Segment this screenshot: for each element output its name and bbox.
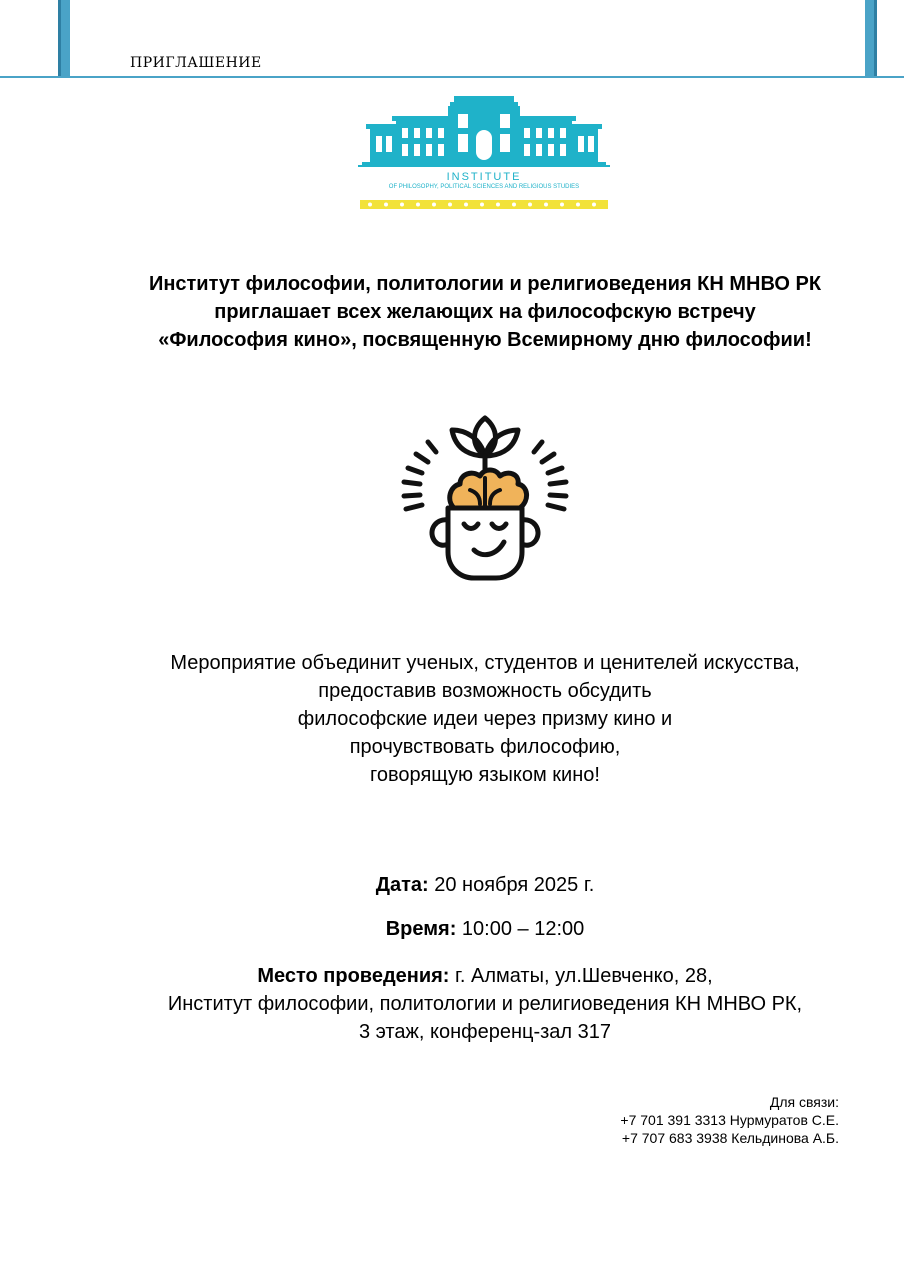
- place-label: Место проведения:: [257, 965, 450, 987]
- contact-phone-1: +7 701 391 3313 Нурмуратов С.Е.: [620, 1112, 839, 1128]
- headline-line-2: приглашает всех желающих на философскую встречу: [214, 301, 756, 323]
- contacts-block: [620, 1093, 839, 1147]
- place-line-3: 3 этаж, конференц-зал 317: [358, 1021, 611, 1043]
- place-value: г. Алматы, ул.Шевченко, 28,: [449, 965, 713, 987]
- institute-logo: [356, 90, 612, 214]
- event-description: [110, 649, 860, 789]
- header-rule: [0, 76, 904, 78]
- header-label: ПРИГЛАШЕНИЕ: [130, 55, 262, 71]
- time-value: 10:00 – 12:00: [456, 918, 585, 940]
- contact-phone-2: +7 707 683 3938 Кельдинова А.Б.: [621, 1130, 839, 1146]
- headline-line-1: Институт философии, политологии и религиоведения КН МНВО РК: [148, 273, 822, 295]
- contacts-title: Для связи:: [769, 1094, 839, 1110]
- description-line-5: говорящую языком кино!: [370, 764, 600, 786]
- institute-building-icon: [356, 90, 612, 214]
- logo-title: INSTITUTE: [446, 171, 522, 183]
- date-row: [110, 874, 860, 897]
- description-line-2: предоставив возможность обсудить: [318, 680, 652, 702]
- date-label: Дата:: [375, 874, 429, 896]
- header-right-bar: [865, 0, 877, 78]
- mind-sprout-head-icon: [400, 412, 570, 584]
- time-row: [110, 918, 860, 941]
- place-line-2: Институт философии, политологии и религиоведения КН МНВО РК,: [167, 993, 803, 1015]
- headline-line-3: «Философия кино», посвященную Всемирному дню философии!: [158, 329, 812, 351]
- description-line-3: философские идеи через призму кино и: [297, 708, 673, 730]
- description-line-4: прочувствовать философию,: [349, 736, 621, 758]
- logo-subtitle: OF PHILOSOPHY, POLITICAL SCIENCES AND RELIGIOUS STUDIES: [388, 184, 580, 190]
- date-value: 20 ноября 2025 г.: [428, 874, 595, 896]
- description-line-1: Мероприятие объединит ученых, студентов и ценителей искусства,: [170, 652, 800, 674]
- header-left-bar: [58, 0, 70, 78]
- time-label: Время:: [385, 918, 457, 940]
- invitation-headline: [90, 270, 880, 354]
- place-row: [110, 962, 860, 1046]
